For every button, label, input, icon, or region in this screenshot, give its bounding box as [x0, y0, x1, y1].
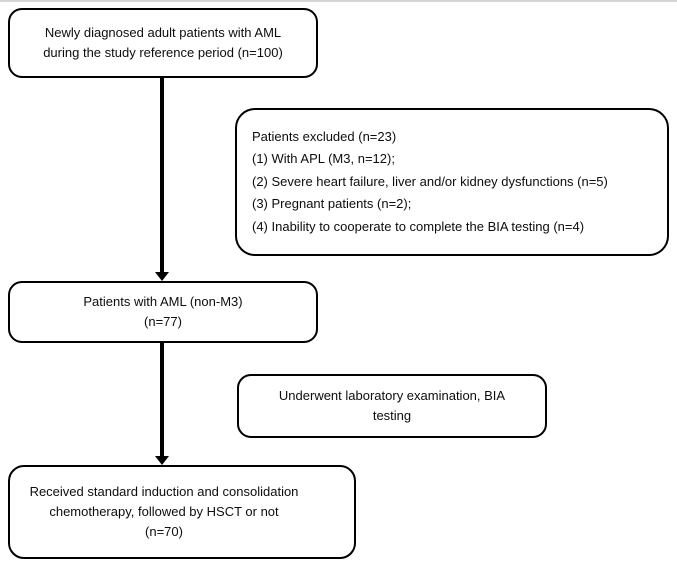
- arrow-top-to-aml-line: [160, 77, 164, 273]
- arrow-down-icon: [155, 272, 169, 281]
- arrow-down-icon: [155, 456, 169, 465]
- box-newly-diagnosed-line2: during the study reference period (n=100): [43, 45, 283, 60]
- box-excluded-line2: (1) With APL (M3, n=12);: [252, 151, 395, 167]
- box-treatment-line2: chemotherapy, followed by HSCT or not: [49, 504, 279, 519]
- box-bia-line2: testing: [372, 408, 412, 423]
- box-bia-testing: [237, 374, 547, 438]
- box-excluded-line3: (2) Severe heart failure, liver and/or kidney dysfunctions (n=5): [252, 173, 608, 189]
- box-newly-diagnosed-line1: Newly diagnosed adult patients with AML: [44, 25, 282, 40]
- box-newly-diagnosed-patients: [8, 8, 318, 78]
- figure-top-edge-line: [0, 0, 677, 2]
- box-treatment-received: [8, 465, 356, 559]
- box-bia-line1: Underwent laboratory examination, BIA: [278, 388, 506, 403]
- box-excluded-line4: (3) Pregnant patients (n=2);: [252, 196, 412, 212]
- box-aml-non-m3: [8, 281, 318, 343]
- box-patients-excluded: [235, 108, 669, 256]
- box-excluded-line1: Patients excluded (n=23): [252, 128, 397, 144]
- box-treatment-line3: (n=70): [145, 524, 183, 539]
- box-excluded-line5: (4) Inability to cooperate to complete the BIA testing (n=4): [252, 218, 585, 234]
- box-treatment-line1: Received standard induction and consolidation: [29, 484, 299, 499]
- arrow-aml-to-treatment-line: [160, 343, 164, 457]
- box-aml-line1: Patients with AML (non-M3): [83, 294, 243, 309]
- box-aml-line2: (n=77): [144, 314, 182, 329]
